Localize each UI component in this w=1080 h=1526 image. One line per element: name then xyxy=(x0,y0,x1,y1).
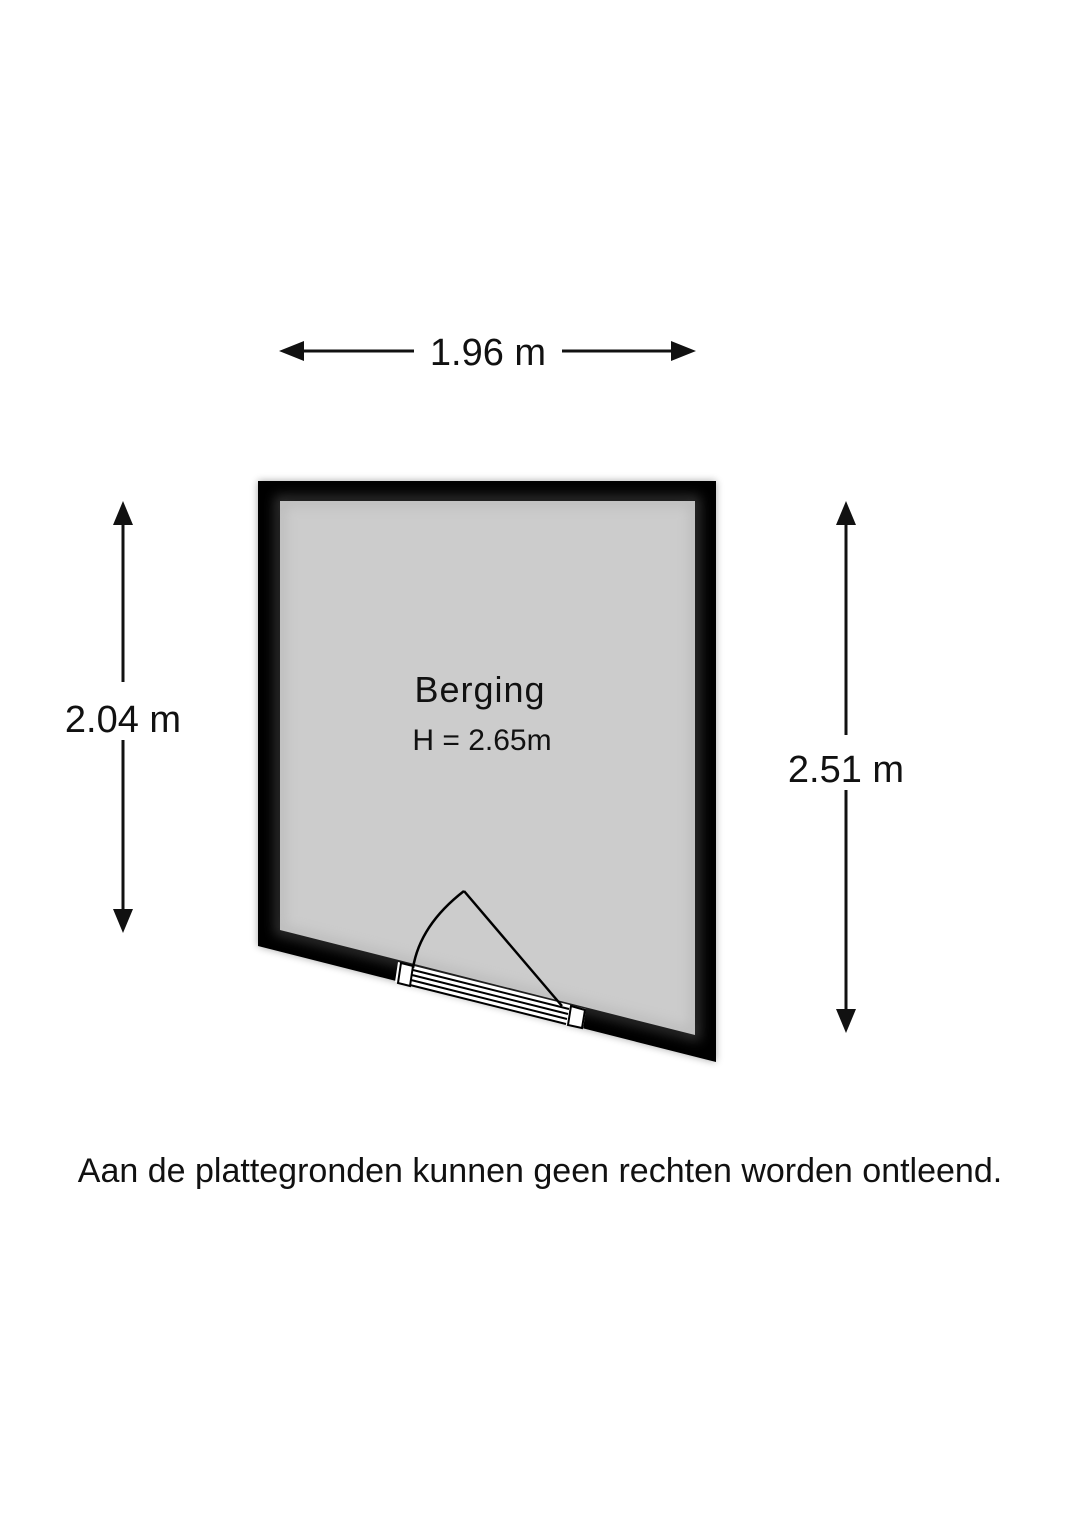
arrow-left-icon xyxy=(279,341,304,361)
arrow-right-icon xyxy=(671,341,696,361)
room-height: H = 2.65m xyxy=(412,724,552,757)
arrow-down-icon xyxy=(836,1009,856,1033)
room-name: Berging xyxy=(414,669,546,710)
left-height-label: 2.04 m xyxy=(64,699,182,741)
right-height-label: 2.51 m xyxy=(787,749,905,791)
door-jamb-left xyxy=(398,963,413,986)
arrow-up-icon xyxy=(113,501,133,525)
disclaimer: Aan de plattegronden kunnen geen rechten worden ontleend. xyxy=(77,1152,1003,1190)
width-dimension xyxy=(279,332,696,374)
arrow-up-icon xyxy=(836,501,856,525)
arrow-down-icon xyxy=(113,909,133,933)
door-jamb-right xyxy=(568,1006,585,1028)
left-height-dimension xyxy=(65,501,181,933)
room-berging xyxy=(258,481,716,1062)
right-height-dimension xyxy=(788,501,904,1033)
width-label: 1.96 m xyxy=(429,332,547,374)
